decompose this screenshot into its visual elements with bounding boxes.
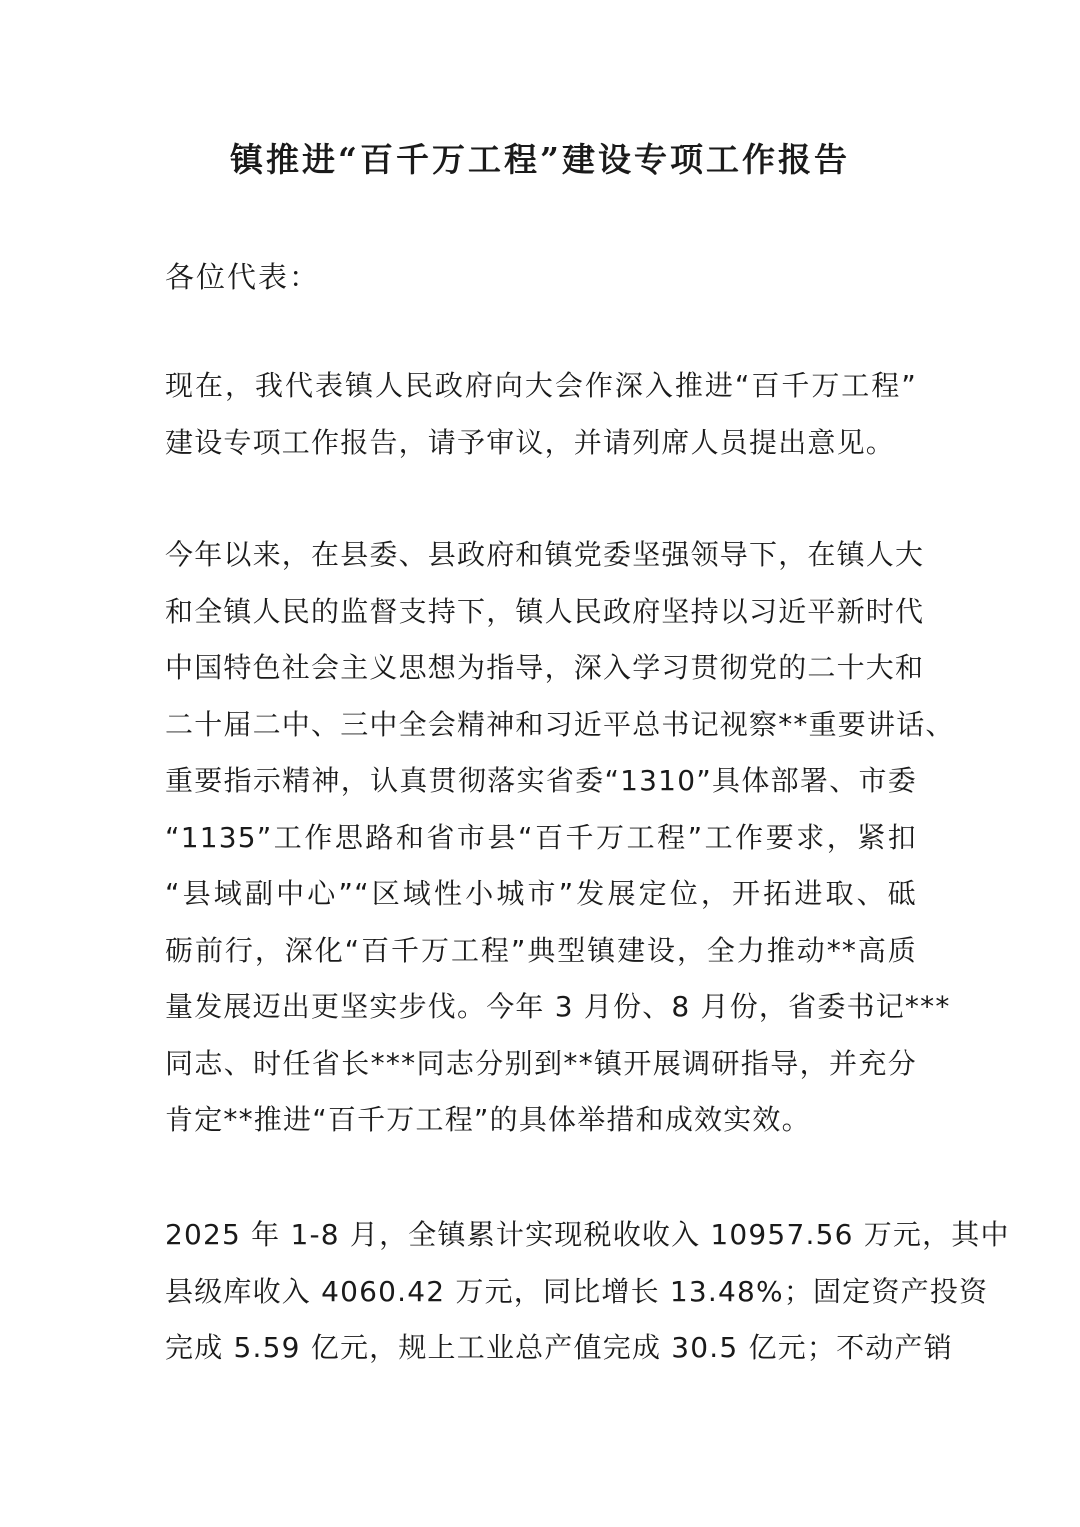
paragraph-line: 现在，我代表镇人民政府向大会作深入推进“百千万工程” [165,369,917,402]
paragraph-line: 量发展迈出更坚实步伐。今年 3 月份、8 月份，省委书记*** [165,990,951,1023]
paragraph-line: 今年以来，在县委、县政府和镇党委坚强领导下，在镇人大 [165,538,925,571]
paragraph-line: 完成 5.59 亿元，规上工业总产值完成 30.5 亿元；不动产销 [165,1331,953,1364]
paragraph-line: 中国特色社会主义思想为指导，深入学习贯彻党的二十大和 [165,651,925,684]
paragraph-line: 和全镇人民的监督支持下，镇人民政府坚持以习近平新时代 [165,594,925,628]
paragraph-line: 建设专项工作报告，请予审议，并请列席人员提出意见。 [165,425,896,459]
paragraph-line: 2025 年 1-8 月，全镇累计实现税收收入 10957.56 万元，其中 [165,1218,1010,1251]
paragraph-line: “1135”工作思路和省市县“百千万工程”工作要求，紧扣 [165,820,917,854]
paragraph-line: 重要指示精神，认真贯彻落实省委“1310”具体部署、市委 [165,764,917,797]
page-title: 镇推进“百千万工程”建设专项工作报告 [230,140,850,179]
paragraph-line: 肯定**推进“百千万工程”的具体举措和成效实效。 [165,1103,811,1136]
salutation: 各位代表： [165,260,321,294]
paragraph-line: 同志、时任省长***同志分别到**镇开展调研指导，并充分 [165,1046,917,1080]
paragraph-opening [165,358,917,471]
paragraph-overview [165,527,955,1149]
paragraph-line: 县级库收入 4060.42 万元，同比增长 13.48%；固定资产投资 [165,1274,989,1308]
paragraph-line: 二十届二中、三中全会精神和习近平总书记视察**重要讲话、 [165,707,955,741]
paragraph-line: “县域副中心”“区域性小城市”发展定位，开拓进取、砥 [165,877,917,910]
paragraph-statistics [165,1207,1010,1377]
paragraph-line: 砺前行，深化“百千万工程”典型镇建设，全力推动**高质 [165,933,917,967]
